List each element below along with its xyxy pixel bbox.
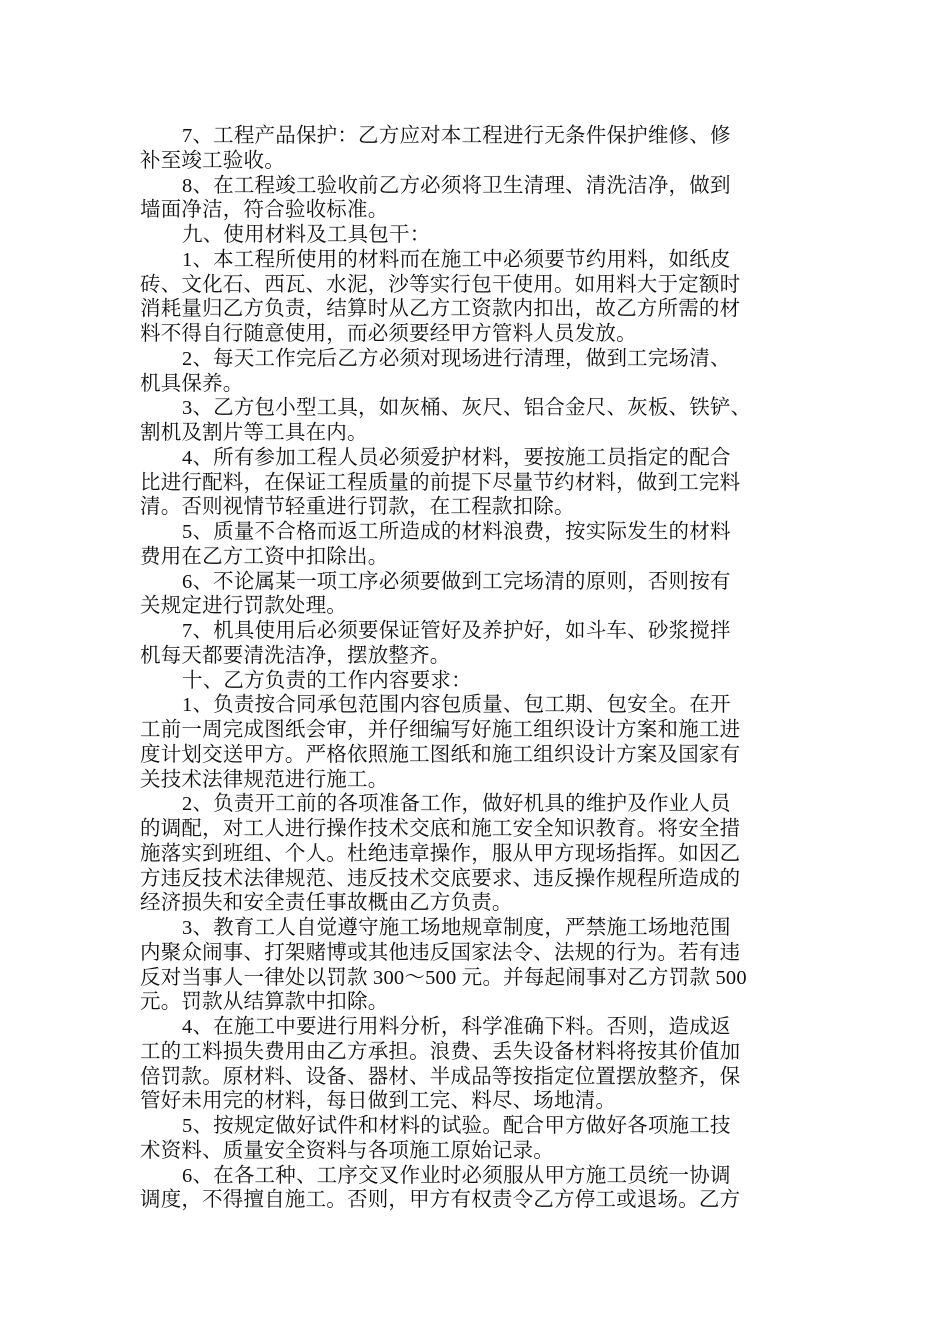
text-line: 补至竣工验收。 [140,149,285,172]
document-page [140,124,820,1213]
text-line: 3、乙方包小型工具，如灰桶、灰尺、铝合金尺、灰板、铁铲、 [182,397,752,420]
text-line: 清。否则视情节轻重进行罚款，在工程款扣除。 [140,496,575,519]
text-line: 7、工程产品保护：乙方应对本工程进行无条件保护维修、修 [182,125,731,147]
text-line: 6、在各工种、工序交叉作业时必须服从甲方施工员统一协调 [182,1164,731,1187]
text-line: 工的工料损失费用由乙方承担。浪费、丢失设备材料将按其价值加 [140,1040,741,1063]
text-line: 费用在乙方工资中扣除出。 [140,545,389,568]
text-line: 十、乙方负责的工作内容要求： [182,669,472,692]
text-line: 的调配，对工人进行操作技术交底和施工安全知识教育。将安全措 [140,818,741,840]
text-line: 5、按规定做好试件和材料的试验。配合甲方做好各项施工技 [182,1115,731,1137]
text-line: 管好未用完的材料，每日做到工完、料尽、场地清。 [140,1090,617,1113]
text-line: 墙面净洁，符合验收标准。 [140,199,389,222]
text-line: 2、负责开工前的各项准备工作，做好机具的维护及作业人员 [182,793,731,816]
text-line: 机具保养。 [140,372,244,395]
text-line: 关技术法律规范进行施工。 [140,768,389,791]
text-line: 6、不论属某一项工序必须要做到工完场清的原则，否则按有 [182,570,731,593]
text-line: 3、教育工人自觉遵守施工场地规章制度，严禁施工场地范围 [182,917,731,939]
text-line: 机每天都要清洗洁净，摆放整齐。 [140,644,451,667]
text-line: 砖、文化石、西瓦、水泥，沙等实行包干使用。如用料大于定额时 [140,273,741,296]
text-line: 2、每天工作完后乙方必须对现场进行清理，做到工完场清、 [182,347,731,370]
text-line: 1、负责按合同承包范围内容包质量、包工期、包安全。在开 [182,694,731,717]
text-line: 4、在施工中要进行用料分析，科学准确下料。否则，造成返 [182,1016,731,1038]
text-line: 调度，不得擅自施工。否则，甲方有权责令乙方停工或退场。乙方 [140,1189,741,1212]
text-line: 割机及割片等工具在内。 [140,422,368,444]
text-line: 7、机具使用后必须要保证管好及养护好，如斗车、砂浆搅拌 [182,620,731,642]
text-line: 料不得自行随意使用，而必须要经甲方管料人员发放。 [140,323,637,345]
text-line: 工前一周完成图纸会审，并仔细编写好施工组织设计方案和施工进 [140,719,741,741]
text-line: 4、所有参加工程人员必须爱护材料，要按施工员指定的配合 [182,446,731,469]
text-line: 倍罚款。原材料、设备、器材、半成品等按指定位置摆放整齐，保 [140,1065,741,1088]
text-line: 元。罚款从结算款中扣除。 [140,991,389,1014]
text-line: 关规定进行罚款处理。 [140,595,347,618]
text-line: 反对当事人一律处以罚款 300～500 元。并每起闹事对乙方罚款 500 [140,966,747,989]
text-line: 经济损失和安全责任事故概由乙方负责。 [140,892,513,915]
text-line: 8、在工程竣工验收前乙方必须将卫生清理、清洗洁净，做到 [182,174,731,197]
text-line: 术资料、质量安全资料与各项施工原始记录。 [140,1139,554,1162]
text-line: 度计划交送甲方。严格依照施工图纸和施工组织设计方案及国家有 [140,743,741,766]
text-line: 1、本工程所使用的材料而在施工中必须要节约用料，如纸皮 [182,248,731,271]
text-line: 5、质量不合格而返工所造成的材料浪费，按实际发生的材料 [182,521,731,543]
text-line: 施落实到班组、个人。杜绝违章操作，服从甲方现场指挥。如因乙 [140,842,741,865]
text-line: 消耗量归乙方负责，结算时从乙方工资款内扣出，故乙方所需的材 [140,298,741,321]
text-line: 比进行配料，在保证工程质量的前提下尽量节约材料，做到工完料 [140,471,741,494]
text-line: 内聚众闹事、打架赌博或其他违反国家法令、法规的行为。若有违 [140,941,741,964]
text-line: 方违反技术法律规范、违反技术交底要求、违反操作规程所造成的 [140,867,741,890]
text-line: 九、使用材料及工具包干： [182,224,431,246]
